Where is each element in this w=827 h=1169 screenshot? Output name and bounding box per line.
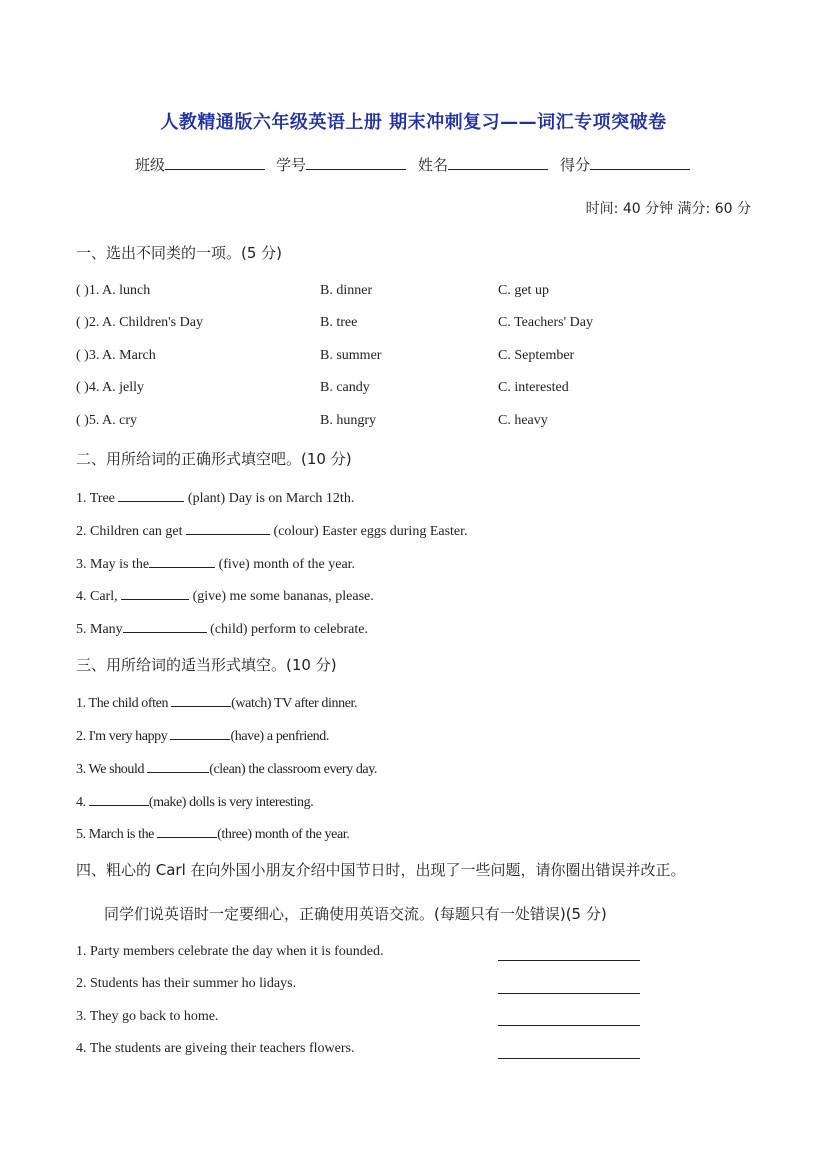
s2-item-1 — [76, 488, 354, 507]
class-label: 班级 — [135, 156, 166, 174]
s3-item-1-pre: 1. The child often — [76, 696, 172, 711]
section4-heading: 四、粗心的 Carl 在向外国小朋友介绍中国节日时，出现了一些问题，请你圈出错误并改正。 — [76, 861, 686, 879]
s2-item-3 — [76, 554, 355, 573]
s3-item-1-blank[interactable] — [171, 693, 231, 707]
class-field — [135, 154, 265, 175]
name-label: 姓名 — [418, 156, 449, 174]
s3-item-4-post: (make) dolls is very interesting. — [148, 795, 314, 810]
s2-item-5 — [76, 619, 368, 638]
s2-item-4-post: (give) me some bananas, please. — [189, 589, 374, 604]
s3-item-4-pre: 4. — [76, 795, 89, 810]
s4-item-3: 3. They go back to home. — [76, 1009, 219, 1024]
s4-item-1-answer-line[interactable] — [498, 960, 640, 961]
s1-q4-b: B. candy — [320, 380, 370, 395]
s3-item-1-post: (watch) TV after dinner. — [231, 696, 358, 711]
s3-item-2 — [76, 726, 329, 745]
section2-heading: 二、用所给词的正确形式填空吧。(10 分) — [76, 450, 352, 468]
s4-item-3-answer-line[interactable] — [498, 1025, 640, 1026]
name-field — [418, 154, 548, 175]
s1-q2-a: ( )2. A. Children's Day — [76, 315, 203, 330]
name-blank[interactable] — [448, 155, 548, 170]
s1-q1-b: B. dinner — [320, 283, 373, 298]
s3-item-3 — [76, 759, 377, 778]
s3-item-5 — [76, 824, 349, 843]
s3-item-2-post: (have) a penfriend. — [230, 729, 329, 744]
s2-item-3-post: (five) month of the year. — [215, 557, 356, 572]
s4-item-2-answer-line[interactable] — [498, 993, 640, 994]
s1-q5-b: B. hungry — [320, 413, 376, 428]
s2-item-5-blank[interactable] — [123, 619, 207, 633]
id-label: 学号 — [276, 156, 307, 174]
s2-item-2-blank[interactable] — [186, 521, 270, 535]
s1-q1-c: C. get up — [498, 283, 549, 298]
s1-q4-a: ( )4. A. jelly — [76, 380, 145, 395]
s4-item-2: 2. Students has their summer ho lidays. — [76, 976, 297, 991]
score-label: 得分 — [560, 156, 591, 174]
s3-item-3-blank[interactable] — [147, 759, 209, 773]
time-info: 时间: 40 分钟 满分: 60 分 — [585, 201, 751, 217]
s1-q2-b: B. tree — [320, 315, 358, 330]
s3-item-2-blank[interactable] — [170, 726, 230, 740]
s2-item-2-post: (colour) Easter eggs during Easter. — [270, 524, 468, 539]
s2-item-1-post: (plant) Day is on March 12th. — [184, 491, 355, 506]
id-field — [276, 154, 406, 175]
s1-q2-c: C. Teachers' Day — [498, 315, 593, 330]
s2-item-4-pre: 4. Carl, — [76, 589, 122, 604]
s2-item-1-blank[interactable] — [118, 488, 184, 502]
score-field — [560, 154, 690, 175]
s2-item-1-pre: 1. Tree — [76, 491, 119, 506]
s3-item-5-pre: 5. March is the — [76, 827, 158, 842]
s1-q5-a: ( )5. A. cry — [76, 413, 138, 428]
s3-item-3-pre: 3. We should — [76, 762, 148, 777]
s1-q4-c: C. interested — [498, 380, 569, 395]
s1-q5-c: C. heavy — [498, 413, 548, 428]
score-blank[interactable] — [590, 155, 690, 170]
s2-item-4-blank[interactable] — [121, 586, 189, 600]
section4-subheading: 同学们说英语时一定要细心，正确使用英语交流。(每题只有一处错误)(5 分) — [104, 905, 607, 923]
s3-item-2-pre: 2. I'm very happy — [76, 729, 171, 744]
s2-item-3-blank[interactable] — [149, 554, 215, 568]
s1-q3-c: C. September — [498, 348, 575, 363]
s3-item-1 — [76, 693, 357, 712]
section3-heading: 三、用所给词的适当形式填空。(10 分) — [76, 656, 337, 674]
s3-item-4 — [76, 792, 313, 811]
section1-heading: 一、选出不同类的一项。(5 分) — [76, 244, 283, 262]
id-blank[interactable] — [306, 155, 406, 170]
s4-item-4: 4. The students are giveing their teachers flowers. — [76, 1041, 355, 1056]
s3-item-5-blank[interactable] — [157, 824, 217, 838]
s2-item-5-pre: 5. Many — [76, 622, 123, 637]
s2-item-4 — [76, 586, 374, 605]
s2-item-2-pre: 2. Children can get — [76, 524, 187, 539]
s2-item-5-post: (child) perform to celebrate. — [206, 622, 368, 637]
s4-item-4-answer-line[interactable] — [498, 1058, 640, 1059]
class-blank[interactable] — [165, 155, 265, 170]
s3-item-5-post: (three) month of the year. — [217, 827, 350, 842]
s1-q1-a: ( )1. A. lunch — [76, 283, 151, 298]
s4-item-1: 1. Party members celebrate the day when it is founded. — [76, 944, 384, 959]
s1-q3-a: ( )3. A. March — [76, 348, 156, 363]
s2-item-3-pre: 3. May is the — [76, 557, 150, 572]
s3-item-3-post: (clean) the classroom every day. — [209, 762, 378, 777]
s1-q3-b: B. summer — [320, 348, 382, 363]
s2-item-2 — [76, 521, 468, 540]
page-title: 人教精通版六年级英语上册 期末冲刺复习——词汇专项突破卷 — [160, 112, 667, 133]
s3-item-4-blank[interactable] — [89, 792, 149, 806]
